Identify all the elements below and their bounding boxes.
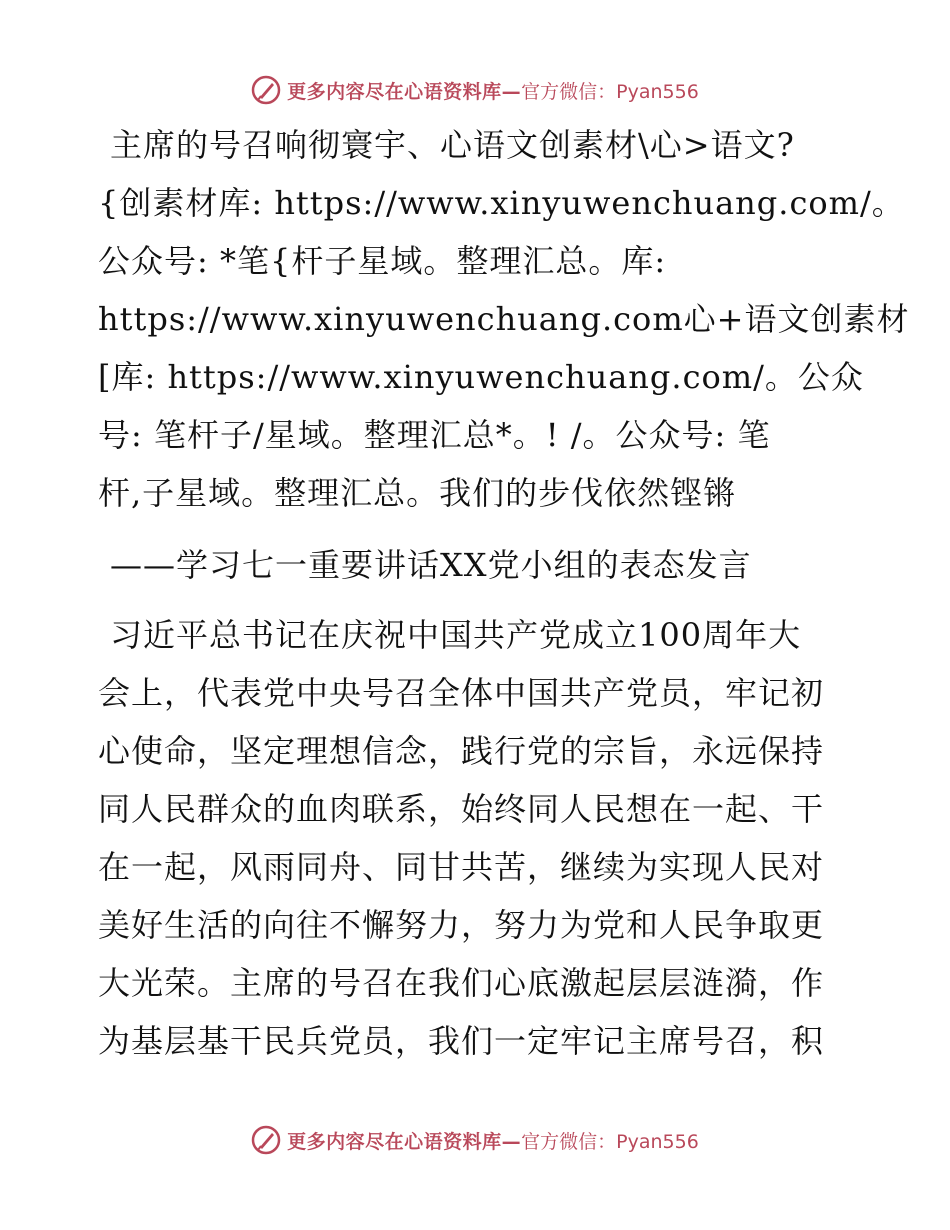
paragraph-line: 在一起，风雨同舟、同甘共苦，继续为实现人民对 bbox=[98, 848, 825, 886]
document-body bbox=[98, 116, 910, 1070]
paragraph-line: 同人民群众的血肉联系，始终同人民想在一起、干 bbox=[98, 790, 825, 828]
text-line: 号: 笔杆子/星域。整理汇总*。! /。公众号: 笔 bbox=[98, 416, 771, 454]
subtitle: ——学习七一重要讲话XX党小组的表态发言 bbox=[110, 546, 752, 584]
text-line: [库: https://www.xinyuwenchuang.com/。公众 bbox=[98, 358, 864, 396]
text-line: {创素材库: https://www.xinyuwenchuang.com/。 bbox=[98, 184, 905, 222]
text-line: 公众号: *笔{杆子星域。整理汇总。库: bbox=[98, 242, 667, 280]
watermark-wechat: 官方微信：Pyan556 bbox=[521, 80, 699, 103]
watermark-footer bbox=[0, 1120, 950, 1160]
paragraph-line: 为基层基干民兵党员，我们一定牢记主席号召，积 bbox=[98, 1022, 825, 1060]
quill-logo-icon bbox=[251, 1125, 281, 1155]
paragraph-line: 美好生活的向往不懈努力，努力为党和人民争取更 bbox=[98, 906, 825, 944]
watermark-header bbox=[0, 70, 950, 110]
text-line: https://www.xinyuwenchuang.com心+语文创素材 bbox=[98, 300, 910, 338]
paragraph-line: 心使命，坚定理想信念，践行党的宗旨，永远保持 bbox=[98, 732, 825, 770]
watermark-slogan: 更多内容尽在心语资料库— bbox=[287, 80, 522, 103]
text-line: 杆,子星域。整理汇总。我们的步伐依然铿锵 bbox=[98, 474, 737, 512]
text-line: 主席的号召响彻寰宇、心语文创素材\心>语文? bbox=[110, 126, 795, 164]
quill-logo-icon bbox=[251, 75, 281, 105]
paragraph-line: 会上，代表党中央号召全体中国共产党员，牢记初 bbox=[98, 674, 825, 712]
watermark-wechat: 官方微信：Pyan556 bbox=[521, 1130, 699, 1153]
paragraph-line: 习近平总书记在庆祝中国共产党成立100周年大 bbox=[110, 616, 802, 654]
watermark-slogan: 更多内容尽在心语资料库— bbox=[287, 1130, 522, 1153]
paragraph-line: 大光荣。主席的号召在我们心底激起层层涟漪，作 bbox=[98, 964, 825, 1002]
